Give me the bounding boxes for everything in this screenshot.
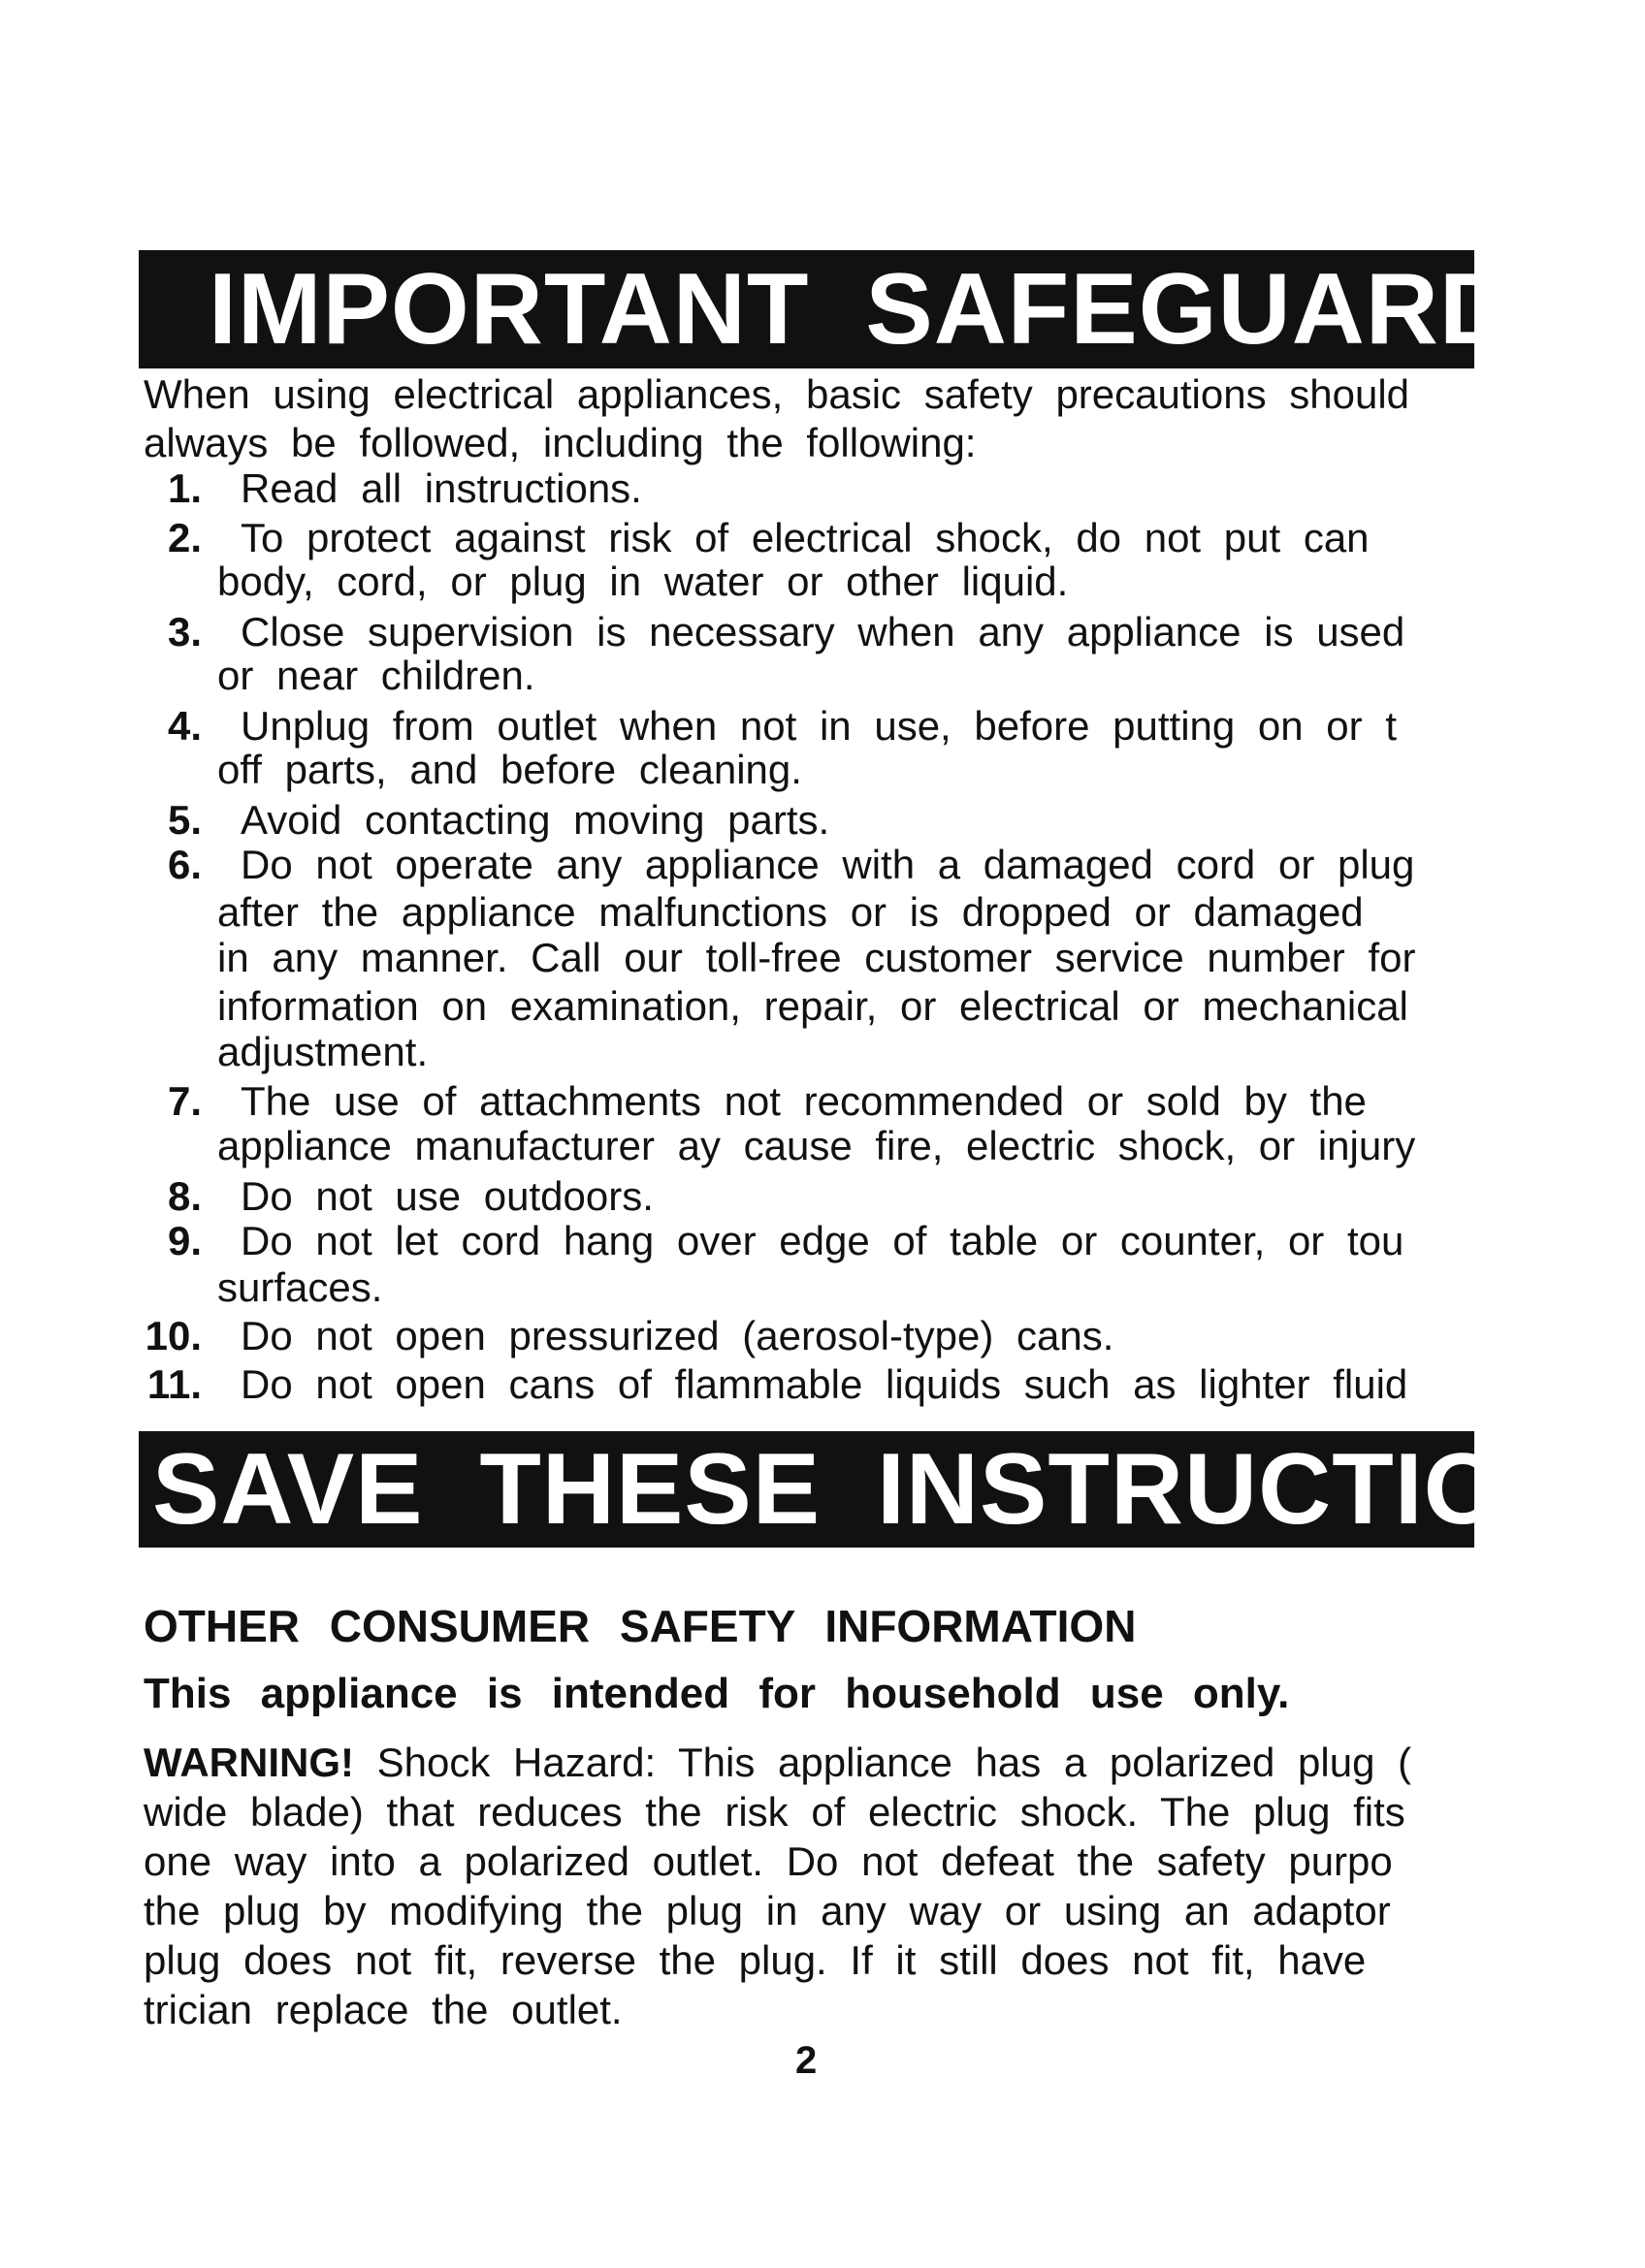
item-text: surfaces. [217,1264,383,1310]
intro-line: When using electrical appliances, basic safety precautions should [144,371,1410,417]
item-number: 3. [167,609,202,655]
item-text: Read all instructions. [241,465,642,511]
item-text: Do not open pressurized (aerosol-type) cans. [241,1313,1114,1358]
item-text: Avoid contacting moving parts. [241,797,830,843]
item-text: To protect against risk of electrical shock, do not put can [241,515,1370,560]
warning-line: the plug by modifying the plug in any way or using an adaptor [144,1888,1391,1933]
item-number: 10. [145,1313,202,1358]
item-text: body, cord, or plug in water or other liquid. [217,559,1069,604]
warning-line: plug does not fit, reverse the plug. If it still does not fit, have [144,1937,1367,1983]
item-text: adjustment. [217,1029,429,1074]
list-item [0,1218,1604,1313]
list-item [0,1313,1604,1359]
item-text: The use of attachments not recommended or sold by the [241,1078,1367,1124]
item-text: Do not open cans of flammable liquids such as lighter fluid [241,1361,1408,1407]
list-item [0,512,1604,607]
item-text: Close supervision is necessary when any appliance is used [241,609,1405,655]
list-item [0,1173,1604,1220]
item-number: 5. [167,797,202,843]
item-number: 2. [167,515,202,560]
item-number: 8. [167,1173,202,1219]
item-text: in any manner. Call our toll-free customer service number for [217,935,1416,980]
warning-text: Shock Hazard: This appliance has a polarized plug ( [353,1740,1412,1785]
item-text: Do not use outdoors. [241,1173,654,1219]
item-number: 9. [167,1218,202,1263]
warning-line [144,1738,1604,1787]
banner-title: IMPORTANT SAFEGUARDS [209,253,1582,366]
item-text: or near children. [217,653,535,698]
warning-line: wide blade) that reduces the risk of electric shock. The plug fits [144,1789,1405,1835]
section-heading: OTHER CONSUMER SAFETY INFORMATION [144,1601,1137,1651]
item-text: information on examination, repair, or electrical or mechanical [217,983,1408,1029]
item-text: appliance manufacturer ay cause fire, electric shock, or injury [217,1123,1416,1168]
banner-title: SAVE THESE INSTRUCTIONS [152,1433,1645,1546]
item-text: Do not operate any appliance with a damaged cord or plug [241,842,1415,887]
page-number: 2 [795,2039,818,2082]
list-item [0,842,1604,1084]
item-number: 4. [167,703,202,749]
warning-label: WARNING! [144,1740,354,1785]
item-number: 11. [146,1361,202,1407]
list-item [0,609,1604,704]
item-number: 6. [167,842,202,887]
intro-line: always be followed, including the following: [144,420,977,465]
warning-line: one way into a polarized outlet. Do not defeat the safety purpo [144,1838,1393,1884]
household-use-notice: This appliance is intended for household use only. [144,1670,1290,1717]
list-item [0,797,1604,844]
list-item [0,1078,1604,1173]
save-instructions-banner [139,1431,1645,1548]
item-text: after the appliance malfunctions or is dropped or damaged [217,889,1364,935]
item-text: Unplug from outlet when not in use, before putting on or t [241,703,1397,749]
warning-line: trician replace the outlet. [144,1987,623,2032]
item-text: off parts, and before cleaning. [217,747,802,792]
list-item [0,1361,1604,1412]
list-item [0,703,1604,798]
item-text: Do not let cord hang over edge of table or counter, or tou [241,1218,1404,1263]
item-number: 1. [167,465,202,511]
item-number: 7. [167,1078,202,1124]
list-item [0,465,1604,512]
warning-paragraph [144,1738,1604,2034]
